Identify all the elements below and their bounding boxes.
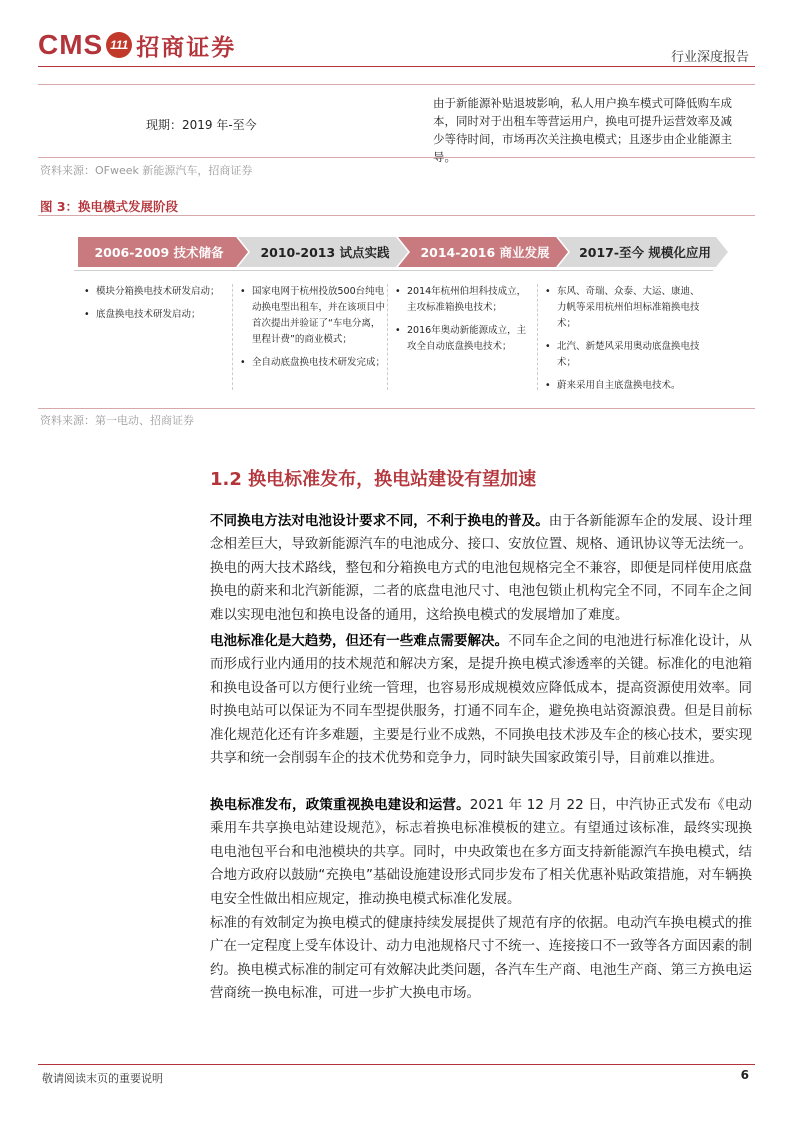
source-note-2: 资料来源：第一电动、招商证券 bbox=[40, 414, 194, 427]
stage-column bbox=[395, 284, 535, 362]
figure-title: 图 3：换电模式发展阶段 bbox=[40, 199, 179, 214]
figure-title-rule bbox=[38, 215, 755, 216]
stage-bullet-item bbox=[84, 307, 229, 323]
page-number: 6 bbox=[740, 1068, 749, 1082]
description-cell: 由于新能源补贴退坡影响，私人用户换车模式可降低购车成本，同时对于出租车等营运用户，换电可提升运营效率及减少等待时间，市场再次关注换电模式；且逐步由企业能源主导。 bbox=[433, 96, 732, 164]
stage-arrows bbox=[78, 237, 728, 269]
stage-bullet-text: 国家电网于杭州投放500台纯电动换电型出租车，并在该项目中首次提出并验证了“车电分离，里程计费”的商业模式； bbox=[252, 286, 386, 345]
stage-bullet-text: 北汽、新楚风采用奥动底盘换电技术； bbox=[557, 341, 700, 368]
bullet-icon: • bbox=[240, 286, 246, 297]
footer-rule bbox=[38, 1064, 755, 1065]
stage-column bbox=[84, 284, 229, 330]
figure-bottom-rule bbox=[38, 408, 755, 409]
stage-bullet-text: 蔚来采用自主底盘换电技术。 bbox=[557, 380, 681, 391]
source-note-1: 资料来源：OFweek 新能源汽车，招商证券 bbox=[40, 164, 253, 177]
company-logo bbox=[38, 28, 236, 62]
stage-bullet-item bbox=[545, 284, 705, 332]
stage-bullet-item bbox=[395, 323, 535, 355]
paragraph-lead: 不同换电方法对电池设计要求不同，不利于换电的普及。 bbox=[210, 513, 549, 529]
period-cell: 现期：2019 年-至今 bbox=[146, 118, 257, 132]
stage-column bbox=[545, 284, 705, 401]
stage-label: 2017-至今 规模化应用 bbox=[579, 245, 711, 260]
stage-label: 2014-2016 商业发展 bbox=[420, 245, 550, 260]
report-type: 行业深度报告 bbox=[670, 50, 749, 65]
stage-bullet-item bbox=[395, 284, 535, 316]
stage-bullet-item bbox=[240, 355, 385, 371]
bullet-icon: • bbox=[240, 357, 246, 368]
paragraph-body: 2021 年 12 月 22 日，中汽协正式发布《电动乘用车共享换电站建设规范》，标志着换电标准模板的建立。有望通过该标准，最终实现换电电池包平台和电池模块的共享。同时，中央政策也在多方面支持新能源汽车换电模式，结合地方政府以鼓励“充换电”基础设施建设形式同步发布了相关优惠补贴政策措施，对车辆换电安全性做出相应规定，推动换电模式标准化发展。 bbox=[210, 797, 752, 907]
paragraph-body: 不同车企之间的电池进行标准化设计，从而形成行业内通用的技术规范和解决方案，是提升换电模式渗透率的关键。标准化的电池箱和换电设备可以方便行业统一管理，也容易形成规模效应降低成本，提高资源使用效率。同时换电站可以保证为不同车型提供服务，打通不同车企，避免换电站资源浪费。但是目前标准化规范化还有许多难题，主要是行业不成熟，不同换电技术涉及车企的核心技术，要实现共享和统一会削弱车企的技术优势和竞争力，同时缺失国家政策引导，目前难以推进。 bbox=[210, 633, 753, 767]
stage-bullet-text: 东风、奇瑞、众泰、大运、康迪、力帆等采用杭州伯坦标准箱换电技术； bbox=[557, 286, 700, 329]
stage-baseline bbox=[74, 270, 713, 271]
column-separator bbox=[537, 284, 538, 390]
stage-bullet-item bbox=[545, 378, 705, 394]
table-top-rule bbox=[38, 84, 755, 85]
logo-cn-text: 招商证券 bbox=[136, 34, 237, 61]
logo-badge-icon bbox=[106, 32, 132, 58]
bullet-icon: • bbox=[84, 309, 90, 320]
paragraph-1 bbox=[210, 510, 752, 627]
paragraph-2 bbox=[210, 630, 752, 770]
stage-bullet-text: 2016年奥动新能源成立，主攻全自动底盘换电技术； bbox=[407, 325, 527, 352]
table-bottom-rule bbox=[38, 157, 755, 158]
paragraph-lead: 电池标准化是大趋势，但还有一些难点需要解决。 bbox=[210, 633, 509, 649]
bullet-icon: • bbox=[545, 380, 551, 391]
stage-bullet-text: 2014年杭州伯坦科技成立，主攻标准箱换电技术； bbox=[407, 286, 527, 313]
stage-bullet-text: 模块分箱换电技术研发启动； bbox=[96, 286, 220, 297]
bullet-icon: • bbox=[395, 325, 401, 336]
stage-bullet-item bbox=[545, 339, 705, 371]
stage-bullet-text: 底盘换电技术研发启动； bbox=[96, 309, 201, 320]
logo-badge-text: 111 bbox=[110, 38, 129, 52]
bullet-icon: • bbox=[545, 286, 551, 297]
column-separator bbox=[232, 284, 233, 390]
stage-bullet-text: 全自动底盘换电技术研发完成； bbox=[252, 357, 386, 368]
stage-bullet-item bbox=[84, 284, 229, 300]
stage-bullet-item bbox=[240, 284, 385, 348]
header-rule bbox=[38, 66, 755, 67]
paragraph-3 bbox=[210, 794, 752, 911]
stage-label: 2010-2013 试点实践 bbox=[260, 245, 390, 260]
bullet-icon: • bbox=[545, 341, 551, 352]
footer-note: 敬请阅读末页的重要说明 bbox=[42, 1072, 163, 1085]
stage-label: 2006-2009 技术储备 bbox=[94, 245, 224, 260]
section-title: 1.2 换电标准发布，换电站建设有望加速 bbox=[210, 469, 537, 490]
paragraph-body: 标准的有效制定为换电模式的健康持续发展提供了规范有序的依据。电动汽车换电模式的推广在一定程度上受车体设计、动力电池规格尺寸不统一、连接接口不一致等各方面因素的制约。换电模式标准的制定可有效解决此类问题，各汽车生产商、电池生产商、第三方换电运营商统一换电标准，可进一步扩大换电市场。 bbox=[210, 915, 752, 1002]
paragraph-body: 由于各新能源车企的发展、设计理念相差巨大，导致新能源汽车的电池成分、接口、安放位置、规格、通讯协议等无法统一。换电的两大技术路线，整包和分箱换电方式的电池包规格完全不兼容，即便是同样使用底盘换电的蔚来和北汽新能源，二者的底盘电池尺寸、电池包锁止机构完全不同，不同车企之间难以实现电池包和换电设备的通用，这给换电模式的发展增加了难度。 bbox=[210, 513, 752, 623]
bullet-icon: • bbox=[84, 286, 90, 297]
paragraph-lead: 换电标准发布，政策重视换电建设和运营。 bbox=[210, 797, 470, 813]
column-separator bbox=[387, 284, 388, 390]
logo-cms-text: CMS bbox=[38, 29, 104, 60]
paragraph-4 bbox=[210, 912, 752, 1006]
stage-column bbox=[240, 284, 385, 378]
bullet-icon: • bbox=[395, 286, 401, 297]
